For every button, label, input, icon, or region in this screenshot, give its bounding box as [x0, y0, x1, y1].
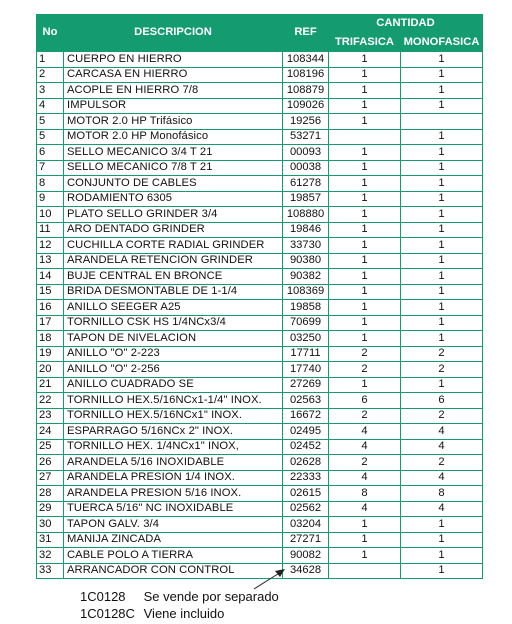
cell-descripcion: ANILLO SEEGER A25 [64, 300, 283, 316]
cell-no: 29 [37, 501, 64, 517]
cell-monofasica: 1 [401, 191, 483, 207]
cell-monofasica: 2 [401, 362, 483, 378]
cell-descripcion: TAPON GALV. 3/4 [64, 517, 283, 533]
cell-ref: 16672 [283, 408, 329, 424]
cell-descripcion: SELLO MECANICO 3/4 T 21 [64, 145, 283, 161]
cell-no: 14 [37, 269, 64, 285]
footnote-text: Se vende por separado [143, 589, 279, 604]
cell-descripcion: TORNILLO HEX.5/16NCx1" INOX. [64, 408, 283, 424]
cell-descripcion: SELLO MECANICO 7/8 T 21 [64, 160, 283, 176]
cell-trifasica: 1 [329, 98, 401, 114]
table-row [37, 52, 483, 68]
table-row [37, 269, 483, 285]
table-row [37, 331, 483, 347]
cell-trifasica: 1 [329, 222, 401, 238]
header-descripcion: DESCRIPCION [64, 15, 283, 52]
cell-descripcion: CABLE POLO A TIERRA [64, 548, 283, 564]
table-row [37, 160, 483, 176]
cell-descripcion: PLATO SELLO GRINDER 3/4 [64, 207, 283, 223]
table-row [37, 222, 483, 238]
cell-monofasica: 1 [401, 300, 483, 316]
cell-ref: 03250 [283, 331, 329, 347]
cell-monofasica: 1 [401, 222, 483, 238]
cell-monofasica: 2 [401, 455, 483, 471]
cell-descripcion: BUJE CENTRAL EN BRONCE [64, 269, 283, 285]
cell-monofasica: 1 [401, 145, 483, 161]
cell-no: 3 [37, 83, 64, 99]
cell-monofasica: 1 [401, 129, 483, 145]
footnote-text: Viene incluido [143, 606, 225, 621]
cell-trifasica: 1 [329, 145, 401, 161]
table-row [37, 501, 483, 517]
cell-no: 5 [37, 129, 64, 145]
cell-descripcion: TUERCA 5/16" NC INOXIDABLE [64, 501, 283, 517]
table-row [37, 284, 483, 300]
cell-monofasica: 4 [401, 424, 483, 440]
cell-trifasica: 1 [329, 207, 401, 223]
cell-no: 16 [37, 300, 64, 316]
cell-trifasica: 2 [329, 346, 401, 362]
cell-monofasica: 1 [401, 238, 483, 254]
cell-no: 10 [37, 207, 64, 223]
table-row [37, 517, 483, 533]
cell-descripcion: IMPULSOR [64, 98, 283, 114]
cell-trifasica: 4 [329, 470, 401, 486]
cell-ref: 108879 [283, 83, 329, 99]
cell-trifasica: 1 [329, 548, 401, 564]
cell-no: 5 [37, 114, 64, 130]
cell-monofasica: 1 [401, 284, 483, 300]
header-cantidad: CANTIDAD [329, 15, 483, 34]
table-row [37, 315, 483, 331]
cell-monofasica: 4 [401, 439, 483, 455]
cell-descripcion: CUERPO EN HIERRO [64, 52, 283, 68]
cell-ref: 17740 [283, 362, 329, 378]
cell-trifasica: 2 [329, 408, 401, 424]
cell-trifasica: 1 [329, 114, 401, 130]
cell-descripcion: ANILLO "O" 2-223 [64, 346, 283, 362]
cell-trifasica: 2 [329, 455, 401, 471]
table-row [37, 176, 483, 192]
cell-trifasica: 4 [329, 424, 401, 440]
table-row [37, 439, 483, 455]
cell-ref: 00038 [283, 160, 329, 176]
cell-monofasica: 1 [401, 207, 483, 223]
table-row [37, 238, 483, 254]
cell-ref: 90382 [283, 269, 329, 285]
cell-ref: 53271 [283, 129, 329, 145]
footnote-code: 1C0128 [80, 589, 126, 604]
cell-no: 33 [37, 563, 64, 579]
cell-trifasica: 4 [329, 501, 401, 517]
cell-trifasica: 1 [329, 67, 401, 83]
cell-descripcion: BRIDA DESMONTABLE DE 1-1/4 [64, 284, 283, 300]
cell-descripcion: ARANDELA PRESION 1/4 INOX. [64, 470, 283, 486]
parts-table-body [37, 52, 483, 579]
footnotes [80, 588, 279, 622]
cell-descripcion: MOTOR 2.0 HP Trifásico [64, 114, 283, 130]
cell-descripcion: CONJUNTO DE CABLES [64, 176, 283, 192]
cell-trifasica: 1 [329, 176, 401, 192]
cell-ref: 34628 [283, 563, 329, 579]
cell-ref: 19858 [283, 300, 329, 316]
cell-trifasica: 1 [329, 191, 401, 207]
cell-descripcion: TORNILLO HEX. 1/4NCx1" INOX, [64, 439, 283, 455]
cell-monofasica: 1 [401, 253, 483, 269]
cell-no: 25 [37, 439, 64, 455]
table-row [37, 83, 483, 99]
cell-monofasica: 2 [401, 408, 483, 424]
cell-trifasica: 4 [329, 439, 401, 455]
table-row [37, 300, 483, 316]
table-row [37, 393, 483, 409]
cell-ref: 17711 [283, 346, 329, 362]
header-no: No [37, 15, 64, 52]
cell-monofasica: 1 [401, 160, 483, 176]
cell-ref: 02628 [283, 455, 329, 471]
cell-trifasica: 8 [329, 486, 401, 502]
cell-trifasica: 1 [329, 532, 401, 548]
cell-descripcion: ARANDELA RETENCION GRINDER [64, 253, 283, 269]
table-row [37, 377, 483, 393]
cell-trifasica: 1 [329, 52, 401, 68]
cell-no: 6 [37, 145, 64, 161]
cell-descripcion: RODAMIENTO 6305 [64, 191, 283, 207]
cell-monofasica: 1 [401, 315, 483, 331]
cell-trifasica: 1 [329, 160, 401, 176]
cell-no: 8 [37, 176, 64, 192]
table-row [37, 455, 483, 471]
cell-ref: 00093 [283, 145, 329, 161]
cell-ref: 02452 [283, 439, 329, 455]
cell-monofasica: 1 [401, 377, 483, 393]
table-row [37, 532, 483, 548]
cell-no: 32 [37, 548, 64, 564]
cell-monofasica: 4 [401, 470, 483, 486]
cell-no: 28 [37, 486, 64, 502]
cell-ref: 108369 [283, 284, 329, 300]
table-row [37, 114, 483, 130]
header-trifasica: TRIFASICA [329, 33, 401, 52]
cell-ref: 02615 [283, 486, 329, 502]
header-monofasica: MONOFASICA [401, 33, 483, 52]
cell-no: 31 [37, 532, 64, 548]
cell-trifasica: 1 [329, 83, 401, 99]
cell-no: 12 [37, 238, 64, 254]
cell-no: 18 [37, 331, 64, 347]
cell-monofasica: 1 [401, 83, 483, 99]
cell-ref: 19846 [283, 222, 329, 238]
cell-ref: 90082 [283, 548, 329, 564]
cell-ref: 108344 [283, 52, 329, 68]
cell-no: 27 [37, 470, 64, 486]
footnote-code: 1C0128C [80, 606, 135, 621]
cell-trifasica: 1 [329, 238, 401, 254]
cell-ref: 03204 [283, 517, 329, 533]
cell-trifasica [329, 129, 401, 145]
cell-descripcion: ANILLO CUADRADO SE [64, 377, 283, 393]
table-row [37, 98, 483, 114]
cell-descripcion: ACOPLE EN HIERRO 7/8 [64, 83, 283, 99]
cell-ref: 27271 [283, 532, 329, 548]
cell-monofasica: 1 [401, 67, 483, 83]
cell-no: 26 [37, 455, 64, 471]
table-row [37, 486, 483, 502]
table-row [37, 362, 483, 378]
cell-trifasica: 1 [329, 253, 401, 269]
parts-table [36, 14, 483, 579]
cell-trifasica: 1 [329, 377, 401, 393]
cell-descripcion: ARANDELA PRESION 5/16 INOX. [64, 486, 283, 502]
table-row [37, 207, 483, 223]
cell-no: 2 [37, 67, 64, 83]
cell-no: 17 [37, 315, 64, 331]
cell-monofasica: 2 [401, 346, 483, 362]
cell-no: 30 [37, 517, 64, 533]
cell-monofasica: 6 [401, 393, 483, 409]
table-row [37, 346, 483, 362]
cell-no: 4 [37, 98, 64, 114]
cell-ref: 02563 [283, 393, 329, 409]
cell-ref: 109026 [283, 98, 329, 114]
cell-trifasica: 6 [329, 393, 401, 409]
cell-ref: 108196 [283, 67, 329, 83]
cell-no: 11 [37, 222, 64, 238]
cell-monofasica: 8 [401, 486, 483, 502]
cell-ref: 70699 [283, 315, 329, 331]
cell-trifasica: 1 [329, 269, 401, 285]
cell-descripcion: MOTOR 2.0 HP Monofásico [64, 129, 283, 145]
cell-no: 21 [37, 377, 64, 393]
table-row [37, 470, 483, 486]
cell-no: 13 [37, 253, 64, 269]
cell-monofasica: 1 [401, 532, 483, 548]
footnote-line [80, 605, 279, 622]
cell-trifasica: 1 [329, 300, 401, 316]
cell-descripcion: TAPON DE NIVELACION [64, 331, 283, 347]
cell-trifasica: 2 [329, 362, 401, 378]
cell-no: 1 [37, 52, 64, 68]
cell-trifasica [329, 563, 401, 579]
cell-monofasica: 1 [401, 517, 483, 533]
table-row [37, 424, 483, 440]
cell-no: 19 [37, 346, 64, 362]
table-row [37, 253, 483, 269]
cell-descripcion: CUCHILLA CORTE RADIAL GRINDER [64, 238, 283, 254]
table-row [37, 145, 483, 161]
cell-ref: 108880 [283, 207, 329, 223]
cell-ref: 27269 [283, 377, 329, 393]
cell-descripcion: TORNILLO CSK HS 1/4NCx3/4 [64, 315, 283, 331]
cell-monofasica: 1 [401, 548, 483, 564]
cell-ref: 19857 [283, 191, 329, 207]
cell-descripcion: ARANDELA 5/16 INOXIDABLE [64, 455, 283, 471]
cell-descripcion: MANIJA ZINCADA [64, 532, 283, 548]
cell-ref: 22333 [283, 470, 329, 486]
table-row [37, 408, 483, 424]
cell-no: 20 [37, 362, 64, 378]
cell-no: 24 [37, 424, 64, 440]
table-row [37, 129, 483, 145]
cell-trifasica: 1 [329, 284, 401, 300]
cell-monofasica: 1 [401, 563, 483, 579]
cell-monofasica: 4 [401, 501, 483, 517]
cell-trifasica: 1 [329, 517, 401, 533]
cell-ref: 90380 [283, 253, 329, 269]
cell-no: 7 [37, 160, 64, 176]
table-row [37, 548, 483, 564]
cell-trifasica: 1 [329, 331, 401, 347]
footnote-line [80, 588, 279, 605]
cell-monofasica: 1 [401, 331, 483, 347]
cell-ref: 61278 [283, 176, 329, 192]
cell-monofasica: 1 [401, 52, 483, 68]
cell-monofasica: 1 [401, 98, 483, 114]
table-row [37, 67, 483, 83]
cell-descripcion: CARCASA EN HIERRO [64, 67, 283, 83]
header-ref: REF [283, 15, 329, 52]
cell-descripcion: ARRANCADOR CON CONTROL [64, 563, 283, 579]
cell-ref: 02562 [283, 501, 329, 517]
table-row [37, 191, 483, 207]
cell-monofasica: 1 [401, 269, 483, 285]
cell-descripcion: ARO DENTADO GRINDER [64, 222, 283, 238]
cell-no: 9 [37, 191, 64, 207]
cell-descripcion: ANILLO "O" 2-256 [64, 362, 283, 378]
cell-ref: 33730 [283, 238, 329, 254]
cell-monofasica: 1 [401, 176, 483, 192]
cell-ref: 19256 [283, 114, 329, 130]
cell-trifasica: 1 [329, 315, 401, 331]
cell-monofasica [401, 114, 483, 130]
cell-no: 23 [37, 408, 64, 424]
cell-no: 15 [37, 284, 64, 300]
cell-no: 22 [37, 393, 64, 409]
cell-descripcion: TORNILLO HEX.5/16NCx1-1/4" INOX. [64, 393, 283, 409]
cell-ref: 02495 [283, 424, 329, 440]
cell-descripcion: ESPARRAGO 5/16NCx 2" INOX. [64, 424, 283, 440]
